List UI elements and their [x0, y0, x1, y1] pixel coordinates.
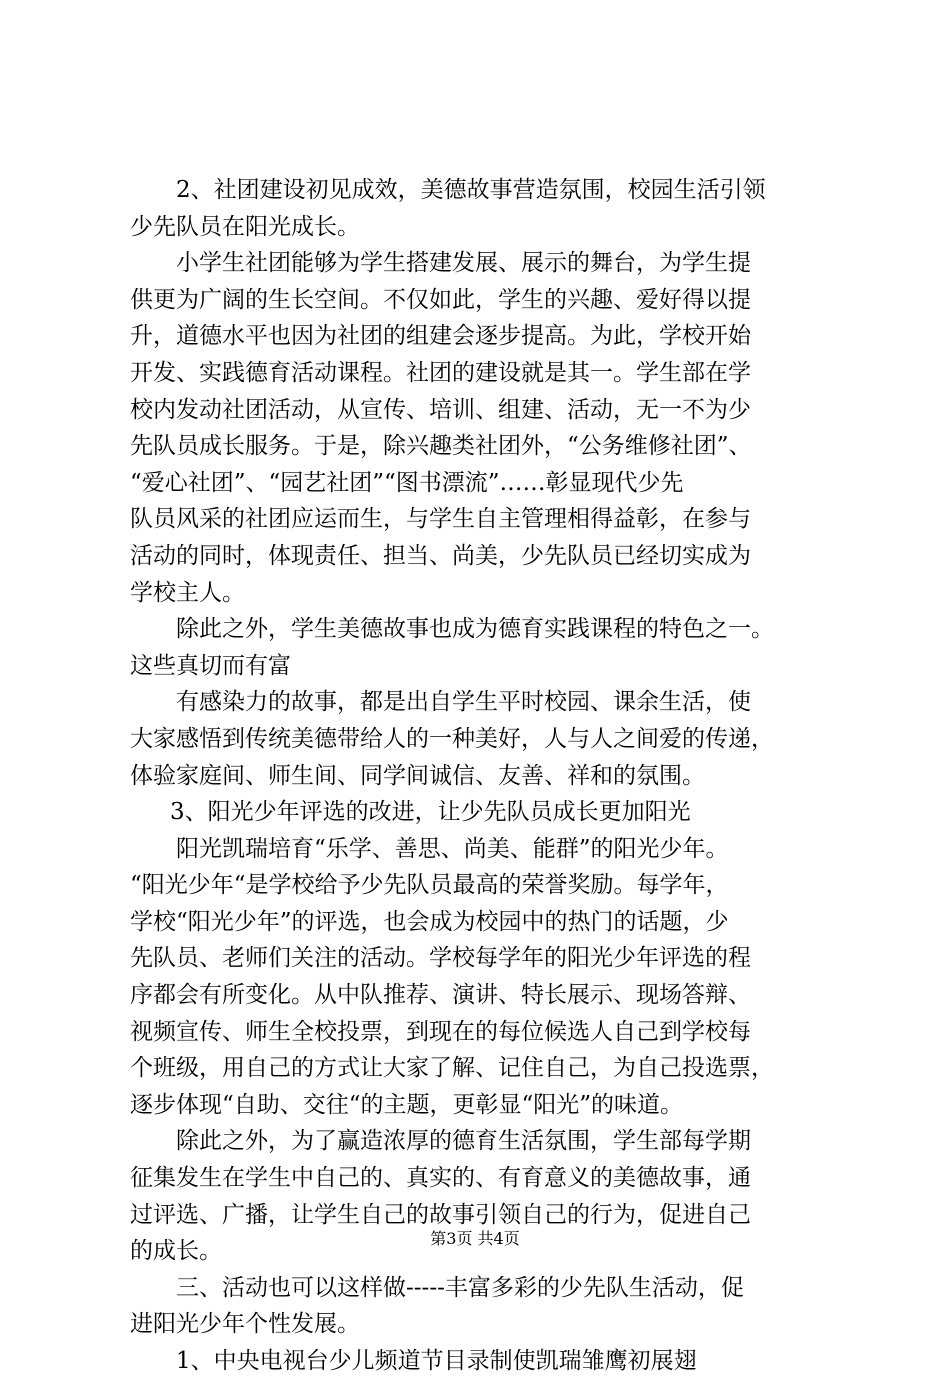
paragraph-line: 除此之外，学生美德故事也成为德育实践课程的特色之一。	[176, 616, 774, 643]
paragraph-line: 视频宣传、师生全校投票，到现在的每位候选人自己到学校每	[130, 1018, 751, 1045]
paragraph-line: 3、阳光少年评选的改进，让少先队员成长更加阳光	[170, 799, 691, 826]
paragraph-line: 这些真切而有富	[130, 652, 291, 679]
paragraph-line: 活动的同时，体现责任、担当、尚美，少先队员已经切实成为	[130, 542, 751, 569]
paragraph-line: 开发、实践德育活动课程。社团的建设就是其一。学生部在学	[130, 359, 751, 386]
paragraph-line: 过评选、广播，让学生自己的故事引领自己的行为，促进自己	[130, 1201, 751, 1228]
document-body	[130, 172, 830, 1380]
paragraph-line: 学校主人。	[130, 579, 245, 606]
paragraph-line: 征集发生在学生中自己的、真实的、有育意义的美德故事，通	[130, 1165, 751, 1192]
paragraph-line: 的成长。	[130, 1238, 222, 1265]
paragraph-line: 小学生社团能够为学生搭建发展、展示的舞台，为学生提	[176, 250, 751, 277]
paragraph-line: 逐步体现“自助、交往“的主题，更彰显“阳光”的味道。	[130, 1091, 684, 1118]
paragraph-line: 升，道德水平也因为社团的组建会逐步提高。为此，学校开始	[130, 323, 751, 350]
paragraph-line: 有感染力的故事，都是出自学生平时校园、课余生活，使	[176, 689, 751, 716]
paragraph-line: 供更为广阔的生长空间。不仅如此，学生的兴趣、爱好得以提	[130, 286, 751, 313]
paragraph-line: 校内发动社团活动，从宣传、培训、组建、活动，无一不为少	[130, 396, 751, 423]
paragraph-line: “阳光少年“是学校给予少先队员最高的荣誉奖励。每学年，	[130, 872, 729, 899]
paragraph-line: 队员风采的社团应运而生，与学生自主管理相得益彰，在参与	[130, 506, 751, 533]
paragraph-line: 个班级，用自己的方式让大家了解、记住自己，为自己投选票，	[130, 1055, 774, 1082]
paragraph-line: 学校“阳光少年”的评选，也会成为校园中的热门的话题，少	[130, 908, 729, 935]
page-footer	[0, 1227, 950, 1251]
paragraph-line: 少先队员在阳光成长。	[130, 213, 360, 240]
paragraph-line: 体验家庭间、师生间、同学间诚信、友善、祥和的氛围。	[130, 762, 705, 789]
page-number-label: 第3页 共4页	[430, 1229, 520, 1248]
paragraph-line: “爱心社团”、“园艺社团”“图书漂流”……彰显现代少先	[130, 469, 684, 496]
paragraph-line: 阳光凯瑞培育“乐学、善思、尚美、能群”的阳光少年。	[176, 835, 729, 862]
paragraph-line: 大家感悟到传统美德带给人的一种美好，人与人之间爱的传递，	[130, 725, 774, 752]
paragraph-line: 进阳光少年个性发展。	[130, 1311, 360, 1338]
paragraph-line: 1、中央电视台少儿频道节目录制使凯瑞雏鹰初展翅	[176, 1348, 697, 1374]
paragraph-line: 先队员、老师们关注的活动。学校每学年的阳光少年评选的程	[130, 945, 751, 972]
paragraph-line: 2、社团建设初见成效，美德故事营造氛围，校园生活引领	[176, 177, 766, 203]
paragraph-line: 除此之外，为了赢造浓厚的德育生活氛围，学生部每学期	[176, 1128, 751, 1155]
paragraph-line: 序都会有所变化。从中队推荐、演讲、特长展示、现场答辩、	[130, 982, 751, 1009]
paragraph-line: 先队员成长服务。于是，除兴趣类社团外，“公务维修社团”、	[130, 433, 752, 460]
paragraph-line: 三、活动也可以这样做-----丰富多彩的少先队生活动，促	[176, 1274, 744, 1301]
